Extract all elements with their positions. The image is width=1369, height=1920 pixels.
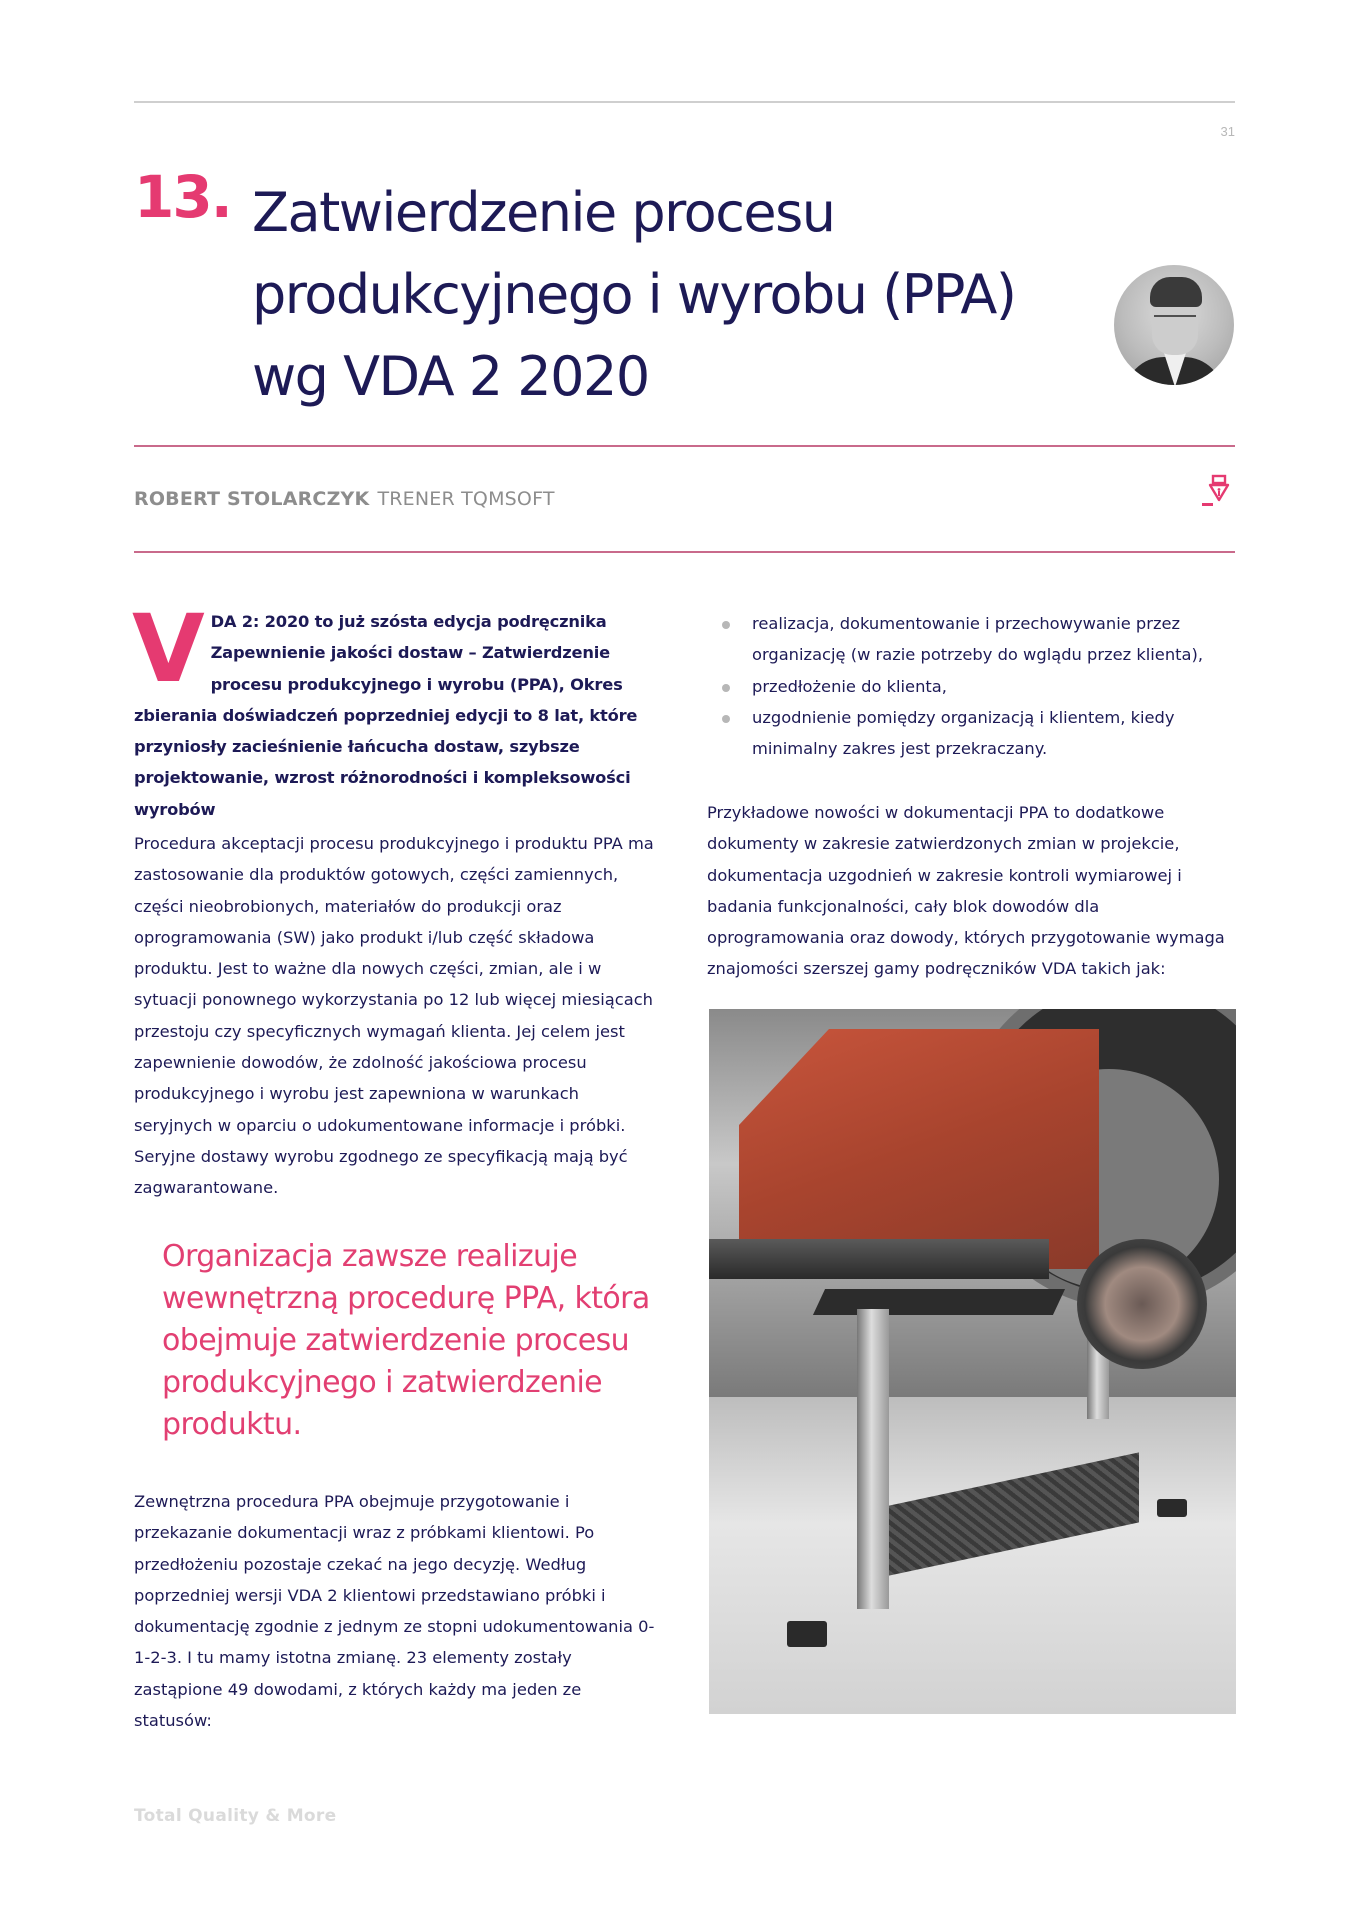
fountain-pen-icon (1201, 474, 1231, 508)
list-item: uzgodnienie pomiędzy organizacją i klientem, kiedy minimalny zakres jest przekraczany. (707, 702, 1237, 765)
lead-text: DA 2: 2020 to już szósta edycja podręcznika Zapewnienie jakości dostaw – Zatwierdzenie procesu produkcyjnego i wyrobu (PPA), Okres zbierania doświadczeń poprzedniej edycji to 8 lat, które przyniosły zacieśnienie łańcucha dostaw, szybsze projektowanie, wzrost różnorodności i kompleksowości wyrobów (134, 612, 638, 819)
lift-pillar (857, 1309, 889, 1609)
author-byline (134, 488, 555, 510)
car-lift-photo (709, 1009, 1236, 1714)
list-item: przedłożenie do klienta, (707, 671, 1237, 702)
page-number: 31 (1220, 124, 1235, 139)
author-avatar (1114, 265, 1234, 385)
author-name: ROBERT STOLARCZYK (134, 488, 370, 510)
body-paragraph-3: Przykładowe nowości w dokumentacji PPA to dodatkowe dokumenty w zakresie zatwierdzonych zmian w projekcie, dokumentacja uzgodnień w zakresie kontroli wymiarowej i badania funkcjonalności, cały blok dowodów dla oprogramowania oraz dowody, których przygotowanie wymaga znajomości szerszej gamy podręczników VDA takich jak: (707, 803, 1225, 979)
top-divider (134, 101, 1235, 103)
header-divider-bottom (134, 551, 1235, 553)
pull-quote: Organizacja zawsze realizuje wewnętrzną procedurę PPA, która obejmuje zatwierdzenie procesu produkcyjnego i zatwierdzenie produktu. (162, 1239, 650, 1442)
body-paragraph-1: Procedura akceptacji procesu produkcyjnego i produktu PPA ma zastosowanie dla produktów gotowych, części zamiennych, części nieobrobionych, materiałów do produkcji oraz oprogramowania (SW) jako produkt i/lub część składowa produktu. Jest to ważne dla nowych części, zmian, ale i w sytuacji ponownego wykorzystania po 12 lub więcej miesiącach przestoju czy specyficznych wymagań klienta. Jej celem jest zapewnienie dowodów, że zdolność jakościowa procesu produkcyjnego i wyrobu jest zapewniona w warunkach seryjnych w oparciu o udokumentowane informacje i próbki. Seryjne dostawy wyrobu zgodnego ze specyfikacją mają być zagwarantowane. (134, 834, 654, 1198)
avatar-hair (1150, 277, 1202, 307)
bullet-icon (722, 715, 730, 723)
magazine-footer: Total Quality & More (134, 1806, 337, 1826)
status-list (707, 608, 1237, 764)
bullet-icon (722, 621, 730, 629)
avatar-glasses (1154, 315, 1196, 321)
lead-paragraph (132, 595, 659, 825)
chapter-number: 13. (134, 163, 231, 231)
drop-cap: V (132, 595, 205, 704)
list-item: realizacja, dokumentowanie i przechowywanie przez organizację (w razie potrzeby do wglądu przez klienta), (707, 608, 1237, 671)
body-paragraph-2: Zewnętrzna procedura PPA obejmuje przygotowanie i przekazanie dokumentacji wraz z próbkami klientowi. Po przedłożeniu pozostaje czekać na jego decyzję. Według poprzedniej wersji VDA 2 klientowi przedstawiano próbki i dokumentację zgodnie z jednym ze stopni udokumentowania 0-1-2-3. I tu mamy istotna zmianę. 23 elementy zostały zastąpione 49 dowodami, z których każdy ma jeden ze statusów: (134, 1492, 655, 1731)
page-title: Zatwierdzenie procesu produkcyjnego i wyrobu (PPA) wg VDA 2 2020 (252, 181, 1016, 408)
header-divider-top (134, 445, 1235, 447)
brake-disc (1077, 1239, 1207, 1369)
bullet-icon (722, 684, 730, 692)
author-role: TRENER TQMSOFT (377, 488, 555, 510)
lift-arm (813, 1289, 1065, 1315)
